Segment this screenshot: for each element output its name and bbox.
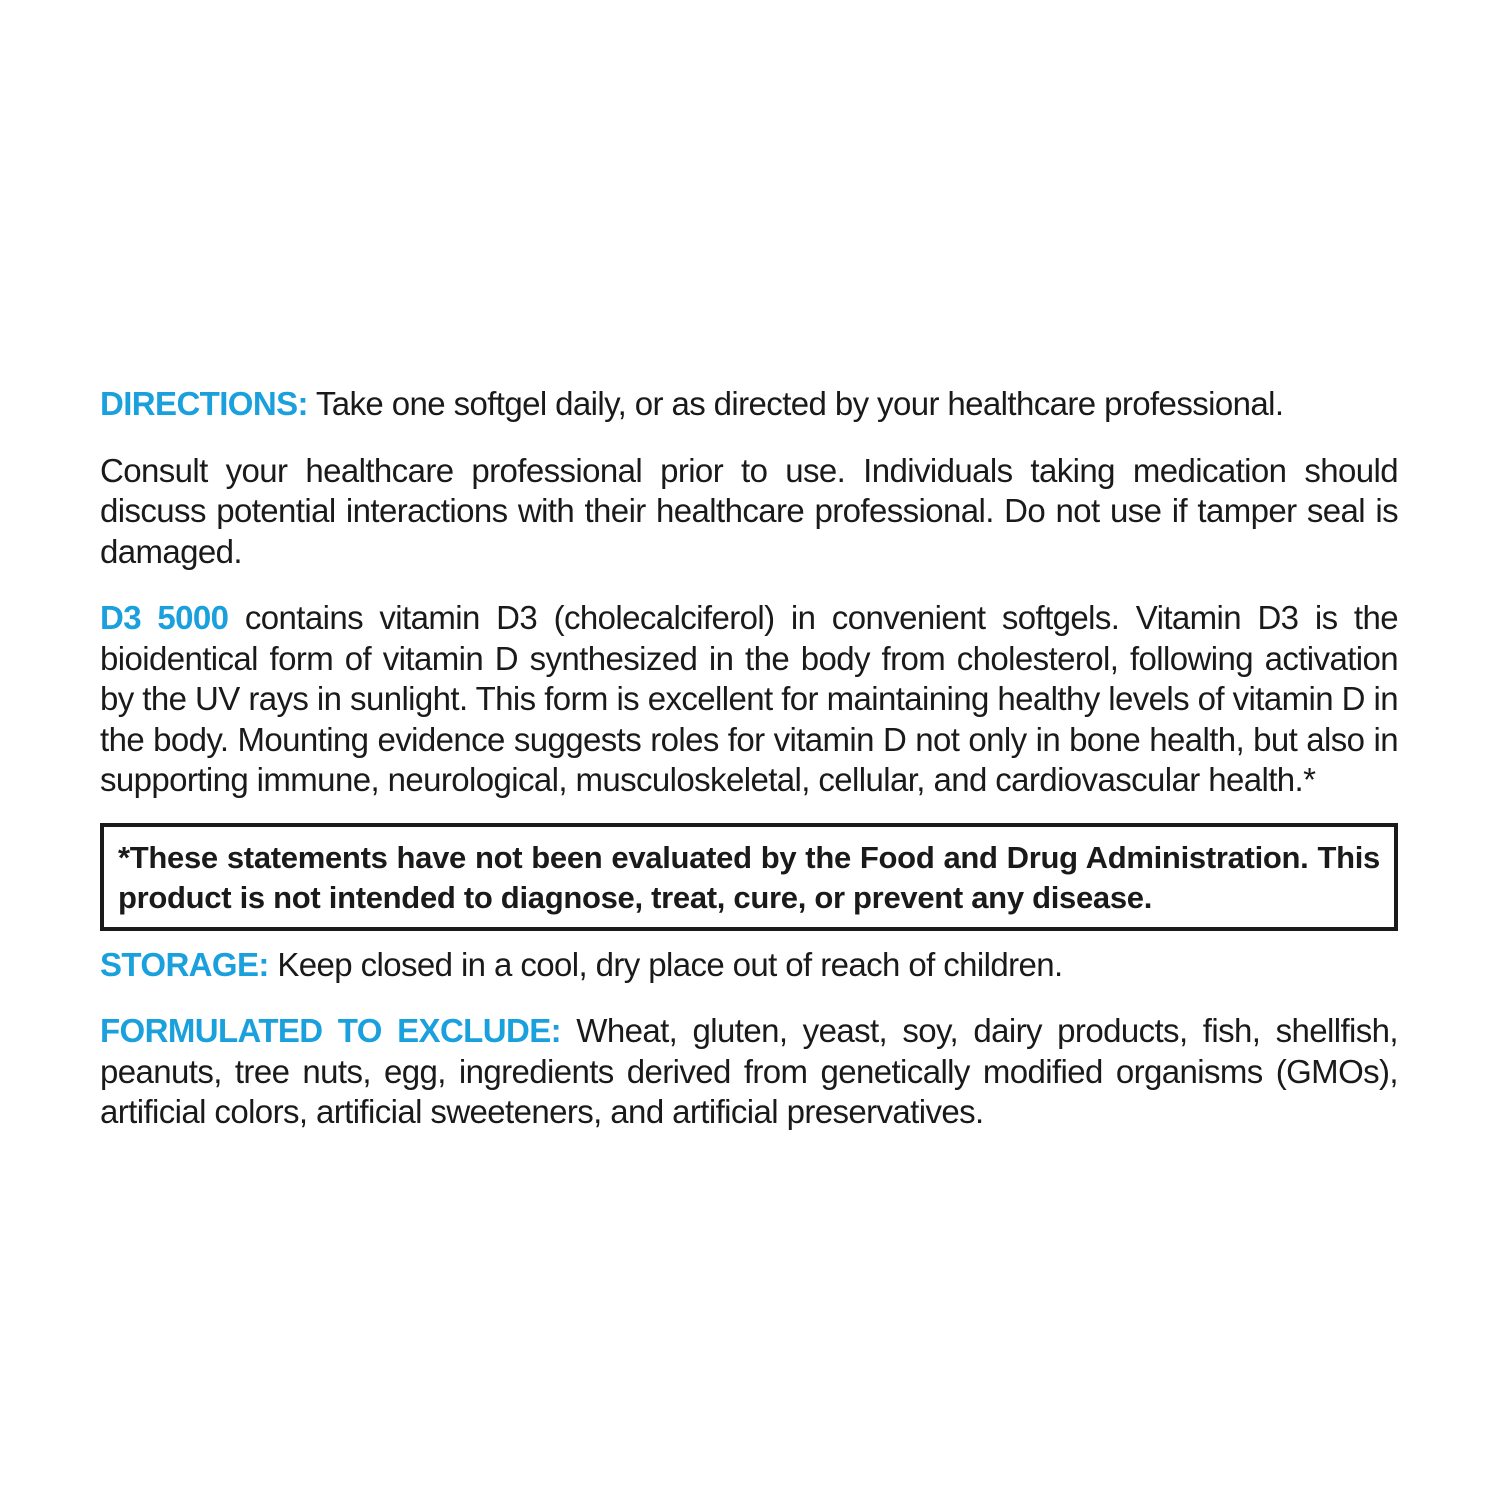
exclude-paragraph xyxy=(100,1011,1398,1133)
supplement-label-panel xyxy=(100,384,1398,1133)
description-text: contains vitamin D3 (cholecalciferol) in convenient softgels. Vitamin D3 is the bioidentical form of vitamin D synthesized in the body from cholesterol, following activation by the UV rays in sunlight. This form is excellent for maintaining healthy levels of vitamin D in the body. Mounting evidence suggests roles for vitamin D not only in bone health, but also in supporting immune, neurological, musculoskeletal, cellular, and cardiovascular health.* xyxy=(100,599,1398,798)
storage-heading: STORAGE: xyxy=(100,945,269,983)
description-paragraph xyxy=(100,598,1398,801)
consult-paragraph xyxy=(100,451,1398,573)
storage-text: Keep closed in a cool, dry place out of reach of children. xyxy=(268,945,1063,983)
product-name: D3 5000 xyxy=(100,599,229,636)
exclude-text: Wheat, gluten, yeast, soy, dairy products, fish, shellfish, peanuts, tree nuts, egg, ingredients derived from genetically modified organisms (GMOs), artificial colors, artificial sweeteners, and artificial preservatives. xyxy=(100,1012,1399,1130)
directions-paragraph xyxy=(100,384,1398,425)
directions-text: Take one softgel daily, or as directed by your healthcare professional. xyxy=(307,385,1284,422)
fda-disclaimer-box xyxy=(100,823,1398,931)
exclude-heading: FORMULATED TO EXCLUDE: xyxy=(100,1012,561,1049)
storage-paragraph xyxy=(100,945,1398,986)
directions-heading: DIRECTIONS: xyxy=(100,385,308,422)
consult-text: Consult your healthcare professional prior to use. Individuals taking medication should discuss potential interactions with their healthcare professional. Do not use if tamper seal is damaged. xyxy=(100,451,1398,570)
fda-disclaimer-text: *These statements have not been evaluated by the Food and Drug Administration. This product is not intended to diagnose, treat, cure, or prevent any disease. xyxy=(118,839,1380,915)
